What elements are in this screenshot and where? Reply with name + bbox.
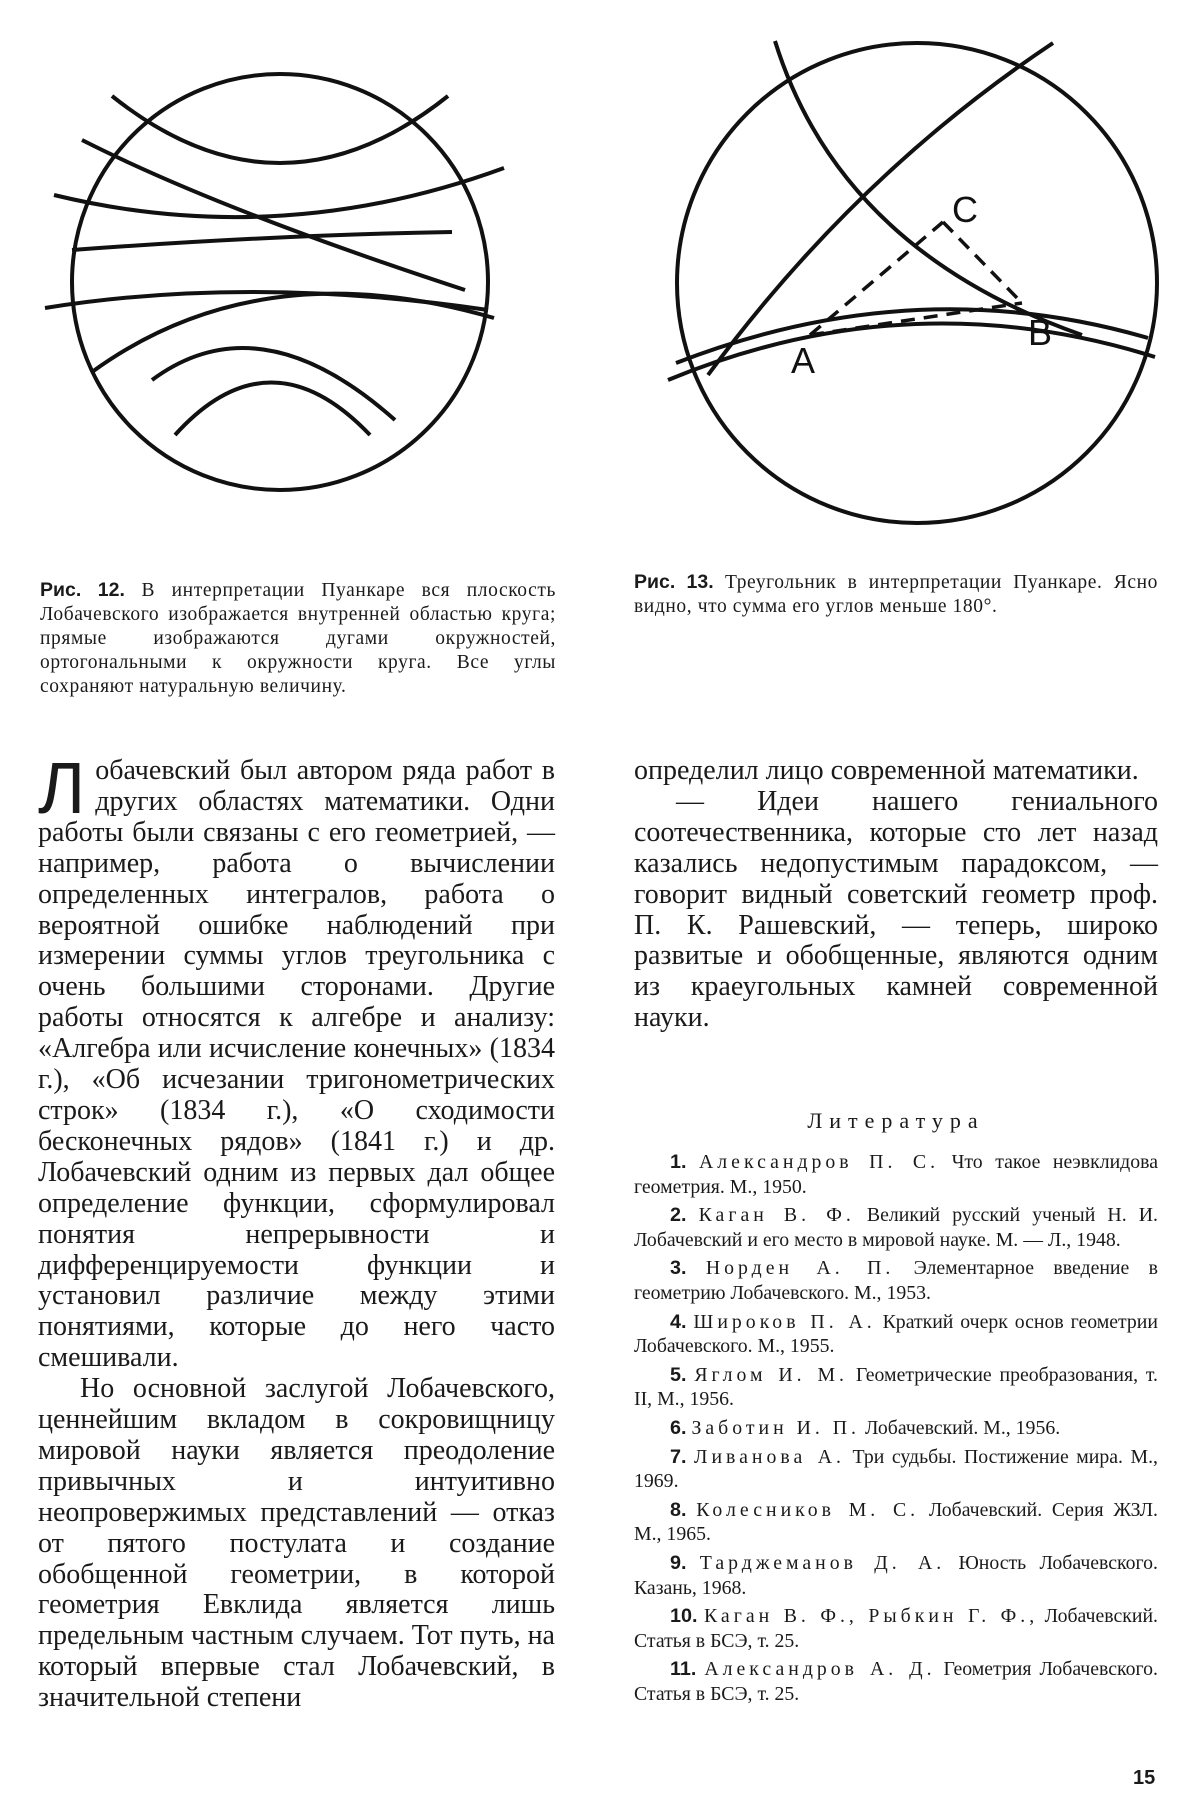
reference-item: 6. Заботин И. П. Лобачевский. М., 1956. xyxy=(670,1416,1061,1439)
figure-13-diagram xyxy=(650,35,1170,525)
poincare-disk-boundary xyxy=(677,43,1157,523)
vertex-c-label: C xyxy=(952,189,978,230)
page-number: 15 xyxy=(1133,1767,1156,1789)
paragraph: Но основной заслугой Лобачевского, ценнейшим вкладом в сокровищницу мировой науки является преодоление привычных и интуитивно неопровержимых представлений — отказ от пятого постулата и создание обобщенной геометрии, в которой геометрия Евклида является лишь предельным частным случаем. Тот путь, на который впервые стал Лобачевский, в значительной степени xyxy=(38,1373,555,1714)
reference-item: 5. Яглом И. М. Геометрические преобразования, т. II, М., 1956. xyxy=(634,1363,1158,1411)
paragraph-text: обачевский был автором ряда работ в других областях математики. Одни работы были связаны с его геометрией, — например, работа о вычислении определенных интегралов, работа о вероятной ошибке наблюдений при измерении суммы углов треугольника с очень большими сторонами. Другие работы относятся к алгебре и анализу: «Алгебра или исчисление конечных» (1834 г.), «Об исчезании тригонометрических строк» (1834 г.), «О сходимости бесконечных рядов» (1841 г.) и др. Лобачевский одним из первых дал общее определение функции, сформулировал понятия непрерывности и дифференцируемости функции и установил различие между этими понятиями, которые до него часто смешивали. xyxy=(38,755,555,1374)
geodesic-arc xyxy=(92,294,494,372)
paragraph: определил лицо современной математики. xyxy=(634,755,1139,786)
reference-item: 1. Александров П. С. Что такое неэвклидова геометрия. М., 1950. xyxy=(634,1151,1158,1198)
euclidean-side-ac xyxy=(810,222,943,335)
geodesic-arc xyxy=(72,232,452,250)
figure-13-label: Рис. 13. xyxy=(634,571,714,593)
paragraph: — Идеи нашего гениального соотечественника, которые сто лет назад казались недопустимым парадоксом, — говорит видный советский геометр проф. П. К. Рашевский, — теперь, широко развитые и обобщенные, являются одним из краеугольных камней современной науки. xyxy=(634,785,1158,1034)
geodesic-arc xyxy=(175,383,370,436)
figure-12-diagram xyxy=(40,60,520,510)
literature-title: Литература xyxy=(807,1108,985,1133)
reference-item: 7. Ливанова А. Три судьбы. Постижение мира. М., 1969. xyxy=(634,1445,1159,1493)
reference-item: 10. Каган В. Ф., Рыбкин Г. Ф., Лобачевский. Статья в БСЭ, т. 25. xyxy=(634,1605,1158,1652)
triangle-side-arc xyxy=(775,41,1082,335)
figure-12-label: Рис. 12. xyxy=(40,579,125,601)
poincare-disk-boundary xyxy=(72,74,488,490)
right-column xyxy=(634,756,1158,1034)
left-column xyxy=(38,749,555,1714)
reference-item: 4. Широков П. А. Краткий очерк основ геометрии Лобачевского. М., 1955. xyxy=(634,1310,1158,1358)
reference-item: 8. Колесников М. С. Лобачевский. Серия ЖЗЛ. М., 1965. xyxy=(634,1498,1158,1546)
figure-12-caption xyxy=(40,578,556,699)
figure-12-caption-text: В интерпретации Пуанкаре вся плоскость Лобачевского изображается внутренней областью круга; прямые изображаются дугами окружностей, ортогональными к окружности круга. Все углы сохраняют натуральную величину. xyxy=(40,580,556,697)
paragraph xyxy=(38,749,555,1374)
reference-item: 11. Александров А. Д. Геометрия Лобачевского. Статья в БСЭ, т. 25. xyxy=(634,1658,1158,1705)
reference-list xyxy=(634,1150,1158,1710)
geodesic-arc xyxy=(54,168,504,217)
reference-item: 9. Тарджеманов Д. А. Юность Лобачевского. Казань, 1968. xyxy=(634,1551,1159,1599)
dropcap: Л xyxy=(38,749,86,829)
vertex-a-label: A xyxy=(791,340,816,381)
geodesic-arc xyxy=(112,96,448,163)
reference-item: 2. Каган В. Ф. Великий русский ученый Н. И. Лобачевский и его место в мировой науке. М. — Л., 1948. xyxy=(634,1204,1159,1251)
reference-item: 3. Норден А. П. Элементарное введение в геометрию Лобачевского. М., 1953. xyxy=(634,1257,1159,1304)
figure-13-caption xyxy=(634,570,1158,619)
vertex-b-label: B xyxy=(1028,312,1053,353)
figure-13-caption-text: Треугольник в интерпретации Пуанкаре. Ясно видно, что сумма его углов меньше 180°. xyxy=(634,572,1158,617)
